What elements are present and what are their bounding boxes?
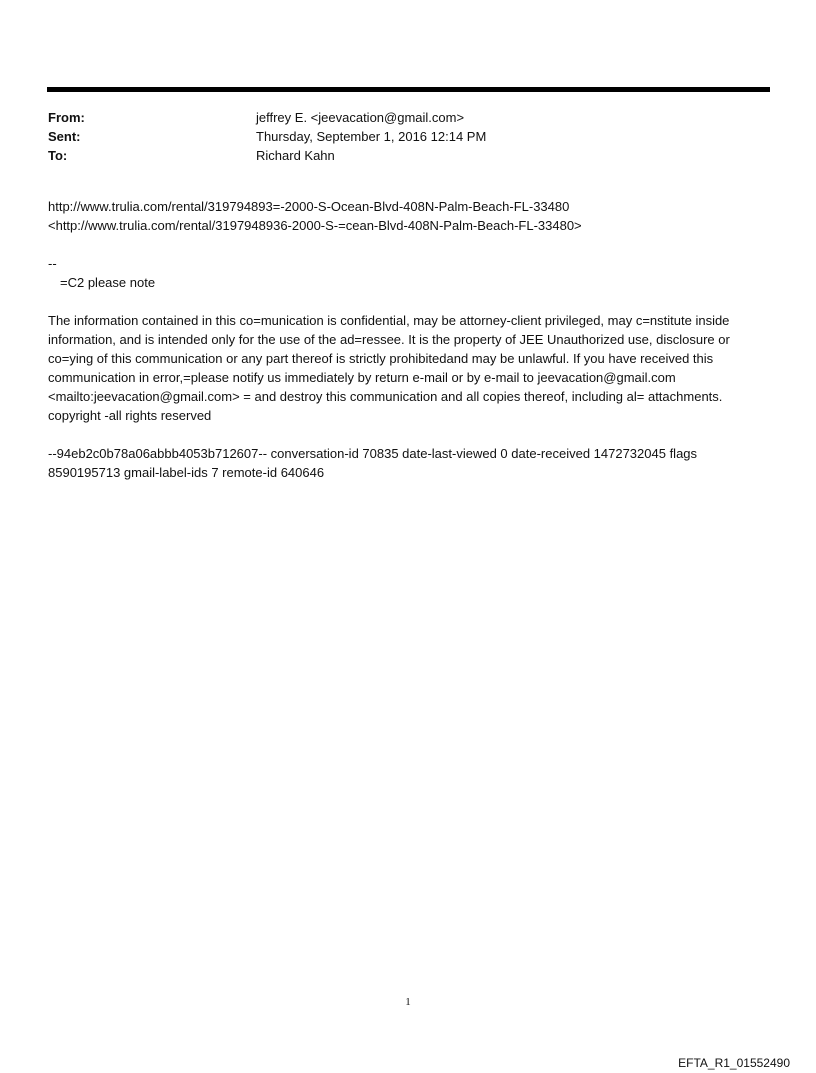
disclaimer-line: <mailto:jeevacation@gmail.com> = and destroy this communication and all copies thereof, including al= attachments. (48, 389, 723, 404)
page-number: 1 (405, 996, 411, 1008)
email-header (48, 108, 768, 165)
email-body (48, 197, 770, 482)
to-row (48, 146, 768, 165)
metadata-line: 8590195713 gmail-label-ids 7 remote-id 640646 (48, 465, 325, 480)
sent-row (48, 127, 768, 146)
metadata-line: --94eb2c0b78a06abbb4053b712607-- conversation-id 70835 date-last-viewed 0 date-received 1472732045 flags (48, 446, 698, 461)
to-label: To: (48, 148, 68, 163)
bates-number: EFTA_R1_01552490 (678, 1056, 790, 1070)
message-metadata (48, 444, 770, 482)
signature-dashes: -- (48, 256, 57, 271)
disclaimer-line: copyright -all rights reserved (48, 408, 212, 423)
disclaimer (48, 311, 770, 425)
disclaimer-line: co=ying of this communication or any part thereof is strictly prohibitedand may be unlawful. If you have received this (48, 351, 714, 366)
sent-label: Sent: (48, 129, 81, 144)
from-value: jeffrey E. <jeevacation@gmail.com> (256, 110, 465, 125)
disclaimer-line: communication in error,=please notify us immediately by return e-mail or by e-mail to jeevacation@gmail.com (48, 370, 676, 385)
sent-value: Thursday, September 1, 2016 12:14 PM (256, 129, 487, 144)
disclaimer-line: information, and is intended only for the use of the ad=ressee. It is the property of JEE Unauthorized use, disclosure or (48, 332, 730, 347)
header-divider (47, 87, 770, 92)
disclaimer-line: The information contained in this co=munication is confidential, may be attorney-client privileged, may c=nstitute inside (48, 313, 730, 328)
url-line-1: http://www.trulia.com/rental/319794893=-2000-S-Ocean-Blvd-408N-Palm-Beach-FL-33480 (48, 199, 570, 214)
to-value: Richard Kahn (256, 148, 335, 163)
from-label: From: (48, 110, 85, 125)
signature-note: =C2 please note (60, 275, 156, 290)
url-line-2: <http://www.trulia.com/rental/3197948936-2000-S-=cean-Blvd-408N-Palm-Beach-FL-33480> (48, 218, 582, 233)
from-row (48, 108, 768, 127)
